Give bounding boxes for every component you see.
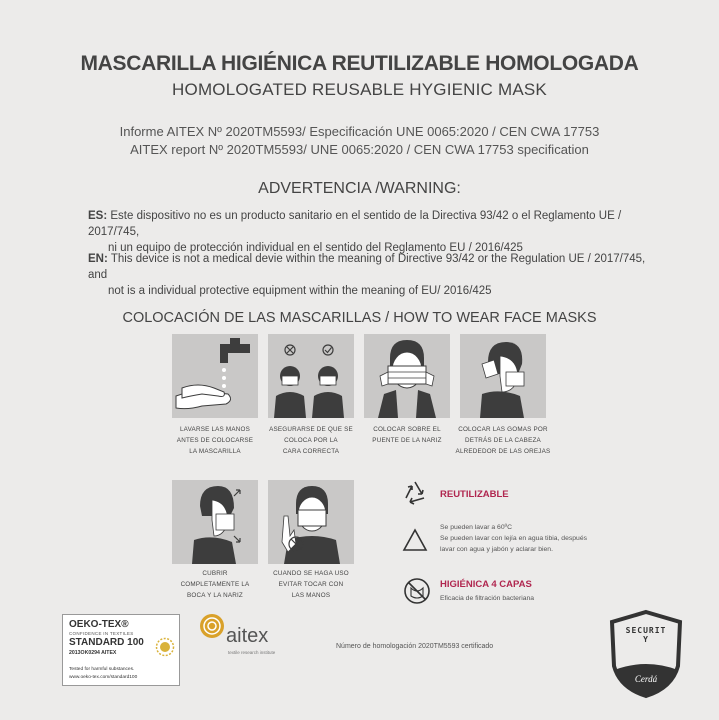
warning-es-line1: Este dispositivo no es un producto sanitario en el sentido de la Directiva 93/42 o el Reglamento UE / 2017/745, — [88, 210, 622, 238]
oeko-url: www.oeko-tex.com/standard100 — [69, 675, 138, 680]
oeko-tex-label — [62, 614, 180, 686]
recycle-icon — [400, 478, 430, 508]
warning-spanish — [88, 208, 658, 256]
warning-es-label: ES: — [88, 210, 108, 222]
warning-en-line2: not is a individual protective equipment within the meaning of EU/ 2016/425 — [108, 285, 492, 297]
seal-security-text: SECURITY — [625, 626, 667, 644]
step-1-caption: LAVARSE LAS MANOS ANTES DE COLOCARSE LA MASCARILLA — [176, 426, 254, 455]
reusable-label: REUTILIZABLE — [440, 489, 509, 500]
step-no-touch-image — [268, 480, 354, 564]
step-correct-side-image — [268, 334, 354, 418]
no-dry-clean-icon — [402, 576, 432, 606]
title-english: HOMOLOGATED REUSABLE HYGIENIC MASK — [172, 80, 547, 99]
oeko-title: OEKO-TEX® — [69, 619, 129, 630]
oeko-standard: STANDARD 100 — [69, 637, 144, 648]
aitex-wordmark: aitex — [226, 625, 269, 647]
security-seal — [606, 608, 686, 700]
report-english: AITEX report Nº 2020TM5593/ UNE 0065:2020 / CEN CWA 17753 specification — [130, 142, 589, 157]
warning-english — [88, 251, 658, 299]
step-nose-bridge-image — [364, 334, 450, 418]
aitex-subtitle: textile research institute — [228, 650, 276, 655]
step-6-caption: CUANDO SE HAGA USO EVITAR TOCAR CON LAS MANOS — [273, 570, 349, 599]
aitex-logo-icon — [198, 612, 226, 645]
homologation-number: Número de homologación 2020TM5593 certificado — [336, 643, 494, 650]
step-4-caption: COLOCAR LAS GOMAS POR DETRÁS DE LA CABEZA ALREDEDOR DE LAS OREJAS — [455, 426, 551, 455]
warning-en-line1: This device is not a medical devie within the meaning of Directive 93/42 or the Regulation UE / 2017/745, and — [88, 253, 646, 281]
wash-text: Se pueden lavar a 60ºC Se pueden lavar con lejía en agua tibia, después lavar con agua y jabón y aclarar bien. — [440, 524, 587, 553]
oeko-tested: Tested for harmful substances. — [69, 667, 135, 672]
wash-triangle-icon — [402, 528, 428, 552]
oeko-subtitle: CONFIDENCE IN TEXTILES — [69, 631, 134, 636]
warning-heading: ADVERTENCIA /WARNING: — [258, 180, 461, 197]
warning-es-line2: ni un equipo de protección individual en el sentido del Reglamento EU / 2016/425 — [108, 242, 523, 254]
step-3-caption: COLOCAR SOBRE EL PUENTE DE LA NARIZ — [372, 426, 442, 444]
title-spanish: MASCARILLA HIGIÉNICA REUTILIZABLE HOMOLOGADA — [80, 52, 639, 75]
shield-icon — [606, 608, 686, 700]
howto-heading: COLOCACIÓN DE LAS MASCARILLAS / HOW TO WEAR FACE MASKS — [122, 310, 597, 326]
oeko-sun-icon — [155, 637, 175, 657]
step-ear-loops-image — [460, 334, 546, 418]
seal-brand: Cerdá — [634, 674, 658, 684]
step-cover-image — [172, 480, 258, 564]
step-wash-hands-image — [172, 334, 258, 418]
step-2-caption: ASEGURARSE DE QUE SE COLOCA POR LA CARA CORRECTA — [269, 426, 353, 455]
step-5-caption: CUBRIR COMPLETAMENTE LA BOCA Y LA NARIZ — [180, 570, 250, 599]
layers-label: HIGIÉNICA 4 CAPAS — [440, 579, 532, 590]
warning-en-label: EN: — [88, 253, 108, 265]
report-spanish: Informe AITEX Nº 2020TM5593/ Especificación UNE 0065:2020 / CEN CWA 17753 — [119, 124, 600, 139]
layers-text: Eficacia de filtración bacteriana — [440, 595, 535, 602]
oeko-code: 2013OK0294 AITEX — [69, 650, 117, 656]
